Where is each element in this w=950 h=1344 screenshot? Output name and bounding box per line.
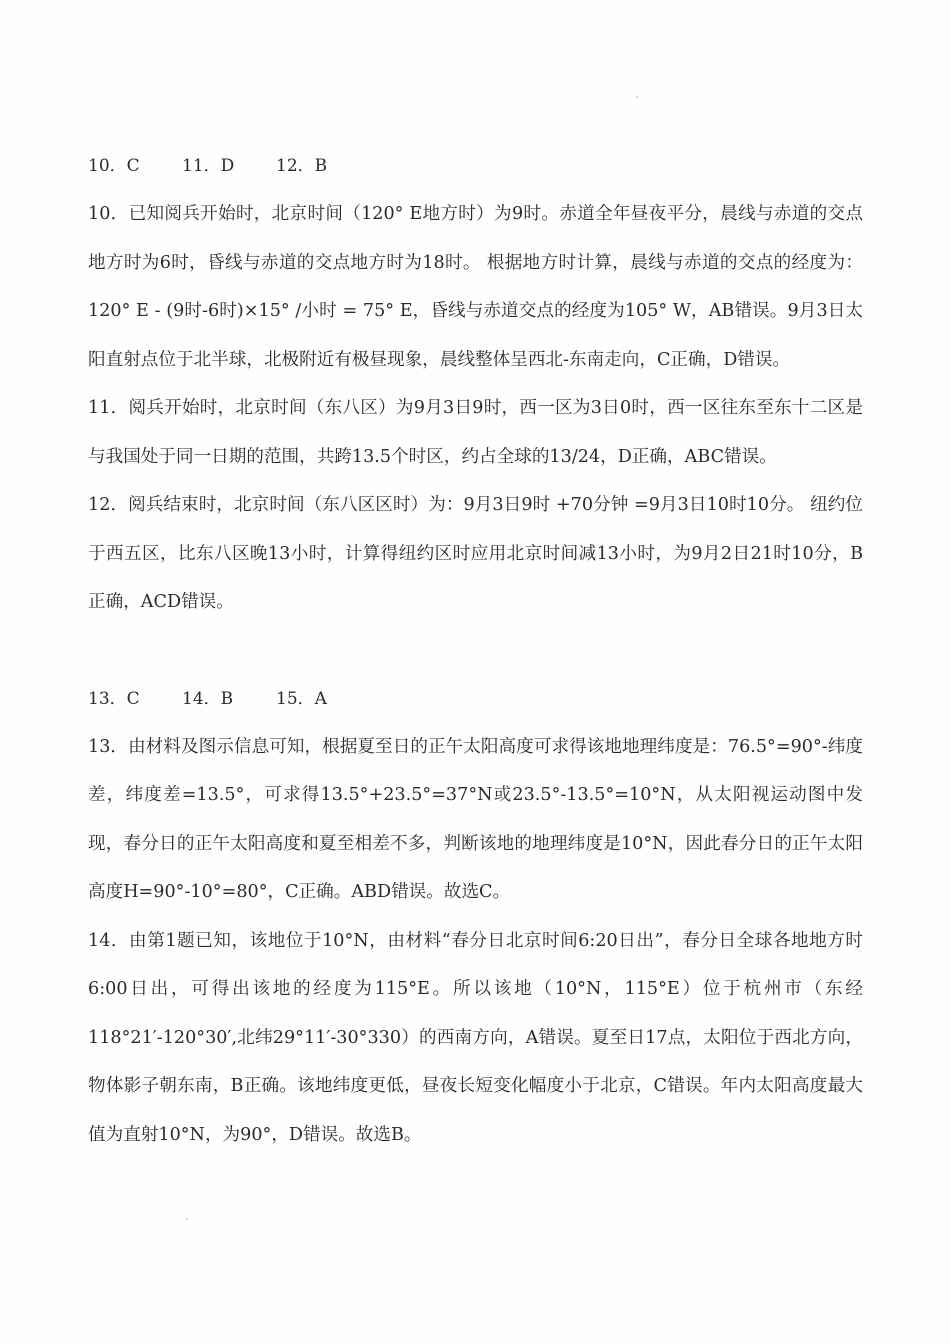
explanation-12: 12．阅兵结束时，北京时间（东八区区时）为：9月3日9时 +70分钟 =9月3日10时10分。 纽约位于西五区，比东八区晚13小时，计算得纽约区时应用北京时间减13小时，为9月2日21时10分，B正确，ACD错误。 — [88, 495, 863, 612]
answer-key-10-12 — [88, 142, 863, 190]
explanation-13: 13．由材料及图示信息可知，根据夏至日的正午太阳高度可求得该地地理纬度是：76.5°=90°-纬度差，纬度差=13.5°，可求得13.5°+23.5°=37°N或23.5°-13.5°=10°N，从太阳视运动图中发现，春分日的正午太阳高度和夏至相差不多，判断该地的地理纬度是10°N，因此春分日的正午太阳高度H=90°-10°=80°，C正确。ABD错误。故选C。 — [88, 736, 863, 902]
answer-content — [88, 142, 863, 1159]
explanation-11: 11．阅兵开始时，北京时间（东八区）为9月3日9时，西一区为3日0时，西一区往东至东十二区是与我国处于同一日期的范围，共跨13.5个时区，约占全球的13/24，D正确，ABC错误。 — [88, 398, 863, 467]
answer-14: 14．B — [182, 688, 234, 709]
answer-11: 11．D — [182, 156, 235, 176]
answer-13: 13．C — [88, 688, 140, 709]
answer-10: 10．C — [88, 156, 140, 176]
answer-key-13-15 — [88, 675, 863, 723]
scan-speck — [186, 1218, 188, 1220]
section-gap — [88, 627, 863, 675]
scan-speck — [636, 96, 638, 98]
answer-15: 15．A — [276, 688, 327, 709]
answer-12: 12．B — [276, 156, 328, 176]
explanation-10: 10．已知阅兵开始时，北京时间（120° E地方时）为9时。赤道全年昼夜平分，晨线与赤道的交点地方时为6时，昏线与赤道的交点地方时为18时。 根据地方时计算，晨线与赤道的交点的经度为：120° E - (9时-6时)×15° /小时 = 75° E，昏线与赤道交点的经度为105° W，AB错误。9月3日太阳直射点位于北半球，北极附近有极昼现象，晨线整体呈西北-东南走向，C正确，D错误。 — [88, 204, 863, 370]
explanation-14: 14．由第1题已知，该地位于10°N，由材料“春分日北京时间6:20日出”，春分日全球各地地方时6:00日出，可得出该地的经度为115°E。所以该地（10°N，115°E）位于杭州市（东经118°21′-120°30′,北纬29°11′-30°330）的西南方向，A错误。夏至日17点，太阳位于西北方向，物体影子朝东南，B正确。该地纬度更低，昼夜长短变化幅度小于北京，C错误。年内太阳高度最大值为直射10°N，为90°，D错误。故选B。 — [88, 930, 863, 1145]
